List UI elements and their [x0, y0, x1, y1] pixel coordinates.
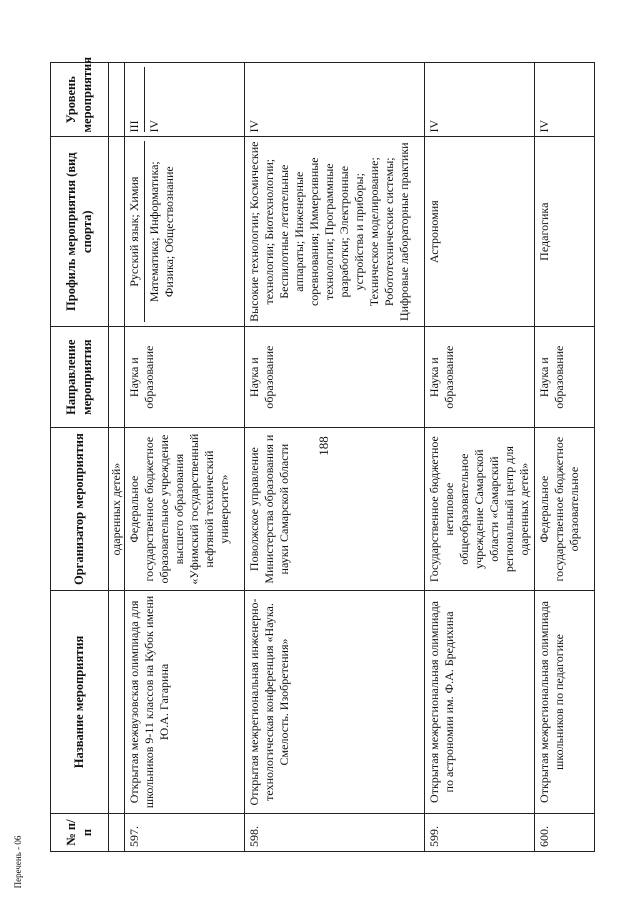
- row-num: 598.: [245, 814, 425, 852]
- table-row: [125, 63, 245, 852]
- row-direction: Наука и образование: [535, 326, 595, 428]
- row-direction: Наука и образование: [245, 326, 425, 428]
- carry-over-row: [109, 63, 125, 852]
- level-line: III: [127, 67, 145, 132]
- row-direction: Наука и образование: [125, 326, 245, 428]
- table-row: [535, 63, 595, 852]
- row-level: IV: [425, 63, 535, 137]
- table-header-row: [51, 63, 109, 852]
- row-num: 599.: [425, 814, 535, 852]
- row-num: 600.: [535, 814, 595, 852]
- row-name: Открытая межрегиональная инженерно-технологическая конференция «Наука. Смелость. Изобретения»: [245, 590, 425, 813]
- row-name: Открытая межвузовская олимпиада для школьников 9-11 классов на Кубок имени Ю.А. Гагарина: [125, 590, 245, 813]
- row-organizer: Федеральное государственное бюджетное образовательное: [535, 428, 595, 590]
- table-row: [425, 63, 535, 852]
- rotated-table-container: [50, 56, 600, 852]
- row-num: 597.: [125, 814, 245, 852]
- header-num: № п/п: [51, 814, 109, 852]
- profile-line: Русский язык; Химия: [127, 141, 145, 321]
- row-profile: Астрономия: [425, 137, 535, 326]
- page-number: 188: [316, 436, 331, 456]
- table-row: [245, 63, 425, 852]
- row-profile: Высокие технологии; Космические технологии; Биотехнологии; Беспилотные летательные аппараты; Инженерные соревнования; Иммерсивные технологии; Программные разработки; Электронные устройства и приборы; Техническое моделирование; Робототехнические системы; Цифровые лабораторные практики: [245, 137, 425, 326]
- footer-note: Перечень - 06: [13, 835, 23, 889]
- row-level: IV: [245, 63, 425, 137]
- events-table: [50, 56, 595, 852]
- row-organizer: Поволжское управление Министерства образования и науки Самарской области: [245, 428, 425, 590]
- row-direction: Наука и образование: [425, 326, 535, 428]
- row-level: [125, 63, 245, 137]
- row-name: Открытая межрегиональная олимпиада школьников по педагогике: [535, 590, 595, 813]
- header-level: Уровень мероприятия: [51, 63, 109, 137]
- level-line: IV: [147, 119, 161, 133]
- row-level: IV: [535, 63, 595, 137]
- row-profile: [125, 137, 245, 326]
- row-profile: Педагогика: [535, 137, 595, 326]
- row-organizer: Государственное бюджетное нетиповое общеобразовательное учреждение Самарской области «Самарский региональный центр для одаренных детей»: [425, 428, 535, 590]
- header-organizer: Организатор мероприятия: [51, 428, 109, 590]
- carry-over-text: одаренных детей»: [109, 428, 125, 590]
- row-name: Открытая межрегиональная олимпиада по астрономии им. Ф.А. Бредихина: [425, 590, 535, 813]
- header-name: Название мероприятия: [51, 590, 109, 813]
- profile-line: Математика; Информатика; Физика; Обществознание: [147, 161, 176, 303]
- header-direction: Направление мероприятия: [51, 326, 109, 428]
- row-organizer: Федеральное государственное бюджетное образовательное учреждение высшего образования «Уфимский государственный нефтяной технический университет»: [125, 428, 245, 590]
- header-profile: Профиль мероприятия (вид спорта): [51, 137, 109, 326]
